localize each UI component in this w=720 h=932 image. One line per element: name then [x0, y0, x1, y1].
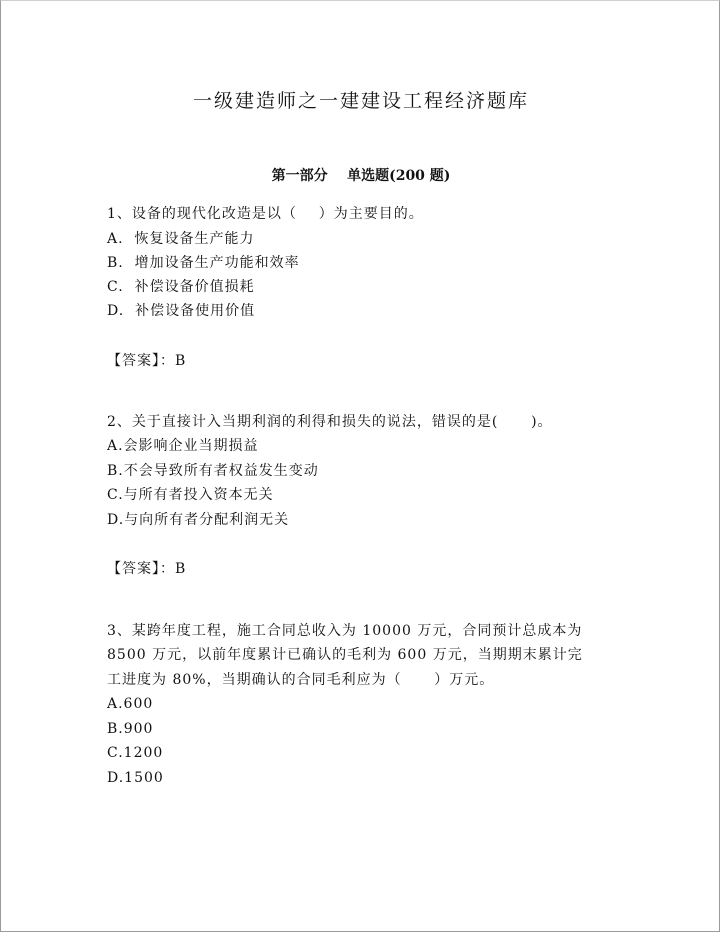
- question-3-stem-line-1: 3、某跨年度工程，施工合同总收入为 10000 万元，合同预计总成本为: [107, 623, 583, 639]
- question-1-option-a: A. 恢复设备生产能力: [107, 231, 255, 247]
- section-title: 第一部分 单选题(200 题): [271, 168, 451, 184]
- question-3-option-d: D.1500: [107, 770, 164, 786]
- question-1-option-c: C. 补偿设备价值损耗: [107, 279, 255, 295]
- question-1-answer: 【答案】：B: [107, 353, 187, 369]
- question-1-option-d: D. 补偿设备使用价值: [107, 303, 256, 319]
- question-1-stem: 1、设备的现代化改造是以（ ）为主要目的。: [107, 206, 424, 222]
- question-2-option-b: B.不会导致所有者权益发生变动: [107, 463, 319, 479]
- question-3-option-a: A.600: [107, 696, 154, 712]
- question-3-stem-line-2: 8500 万元，以前年度累计已确认的毛利为 600 万元，当期期末累计完: [107, 647, 583, 663]
- question-3-stem-line-3: 工进度为 80%，当期确认的合同毛利应为（ ）万元。: [107, 672, 495, 688]
- question-2-answer: 【答案】：B: [107, 561, 187, 577]
- question-2-option-d: D.与向所有者分配利润无关: [107, 512, 290, 528]
- question-3-option-c: C.1200: [107, 745, 164, 761]
- question-2-stem: 2、关于直接计入当期利润的利得和损失的说法，错误的是( )。: [107, 414, 553, 430]
- question-2-option-a: A.会影响企业当期损益: [107, 438, 259, 454]
- question-2-option-c: C.与所有者投入资本无关: [107, 487, 274, 503]
- question-1-option-b: B. 增加设备生产功能和效率: [107, 255, 300, 271]
- document-title: 一级建造师之一建建设工程经济题库: [192, 90, 529, 112]
- question-3-option-b: B.900: [107, 721, 154, 737]
